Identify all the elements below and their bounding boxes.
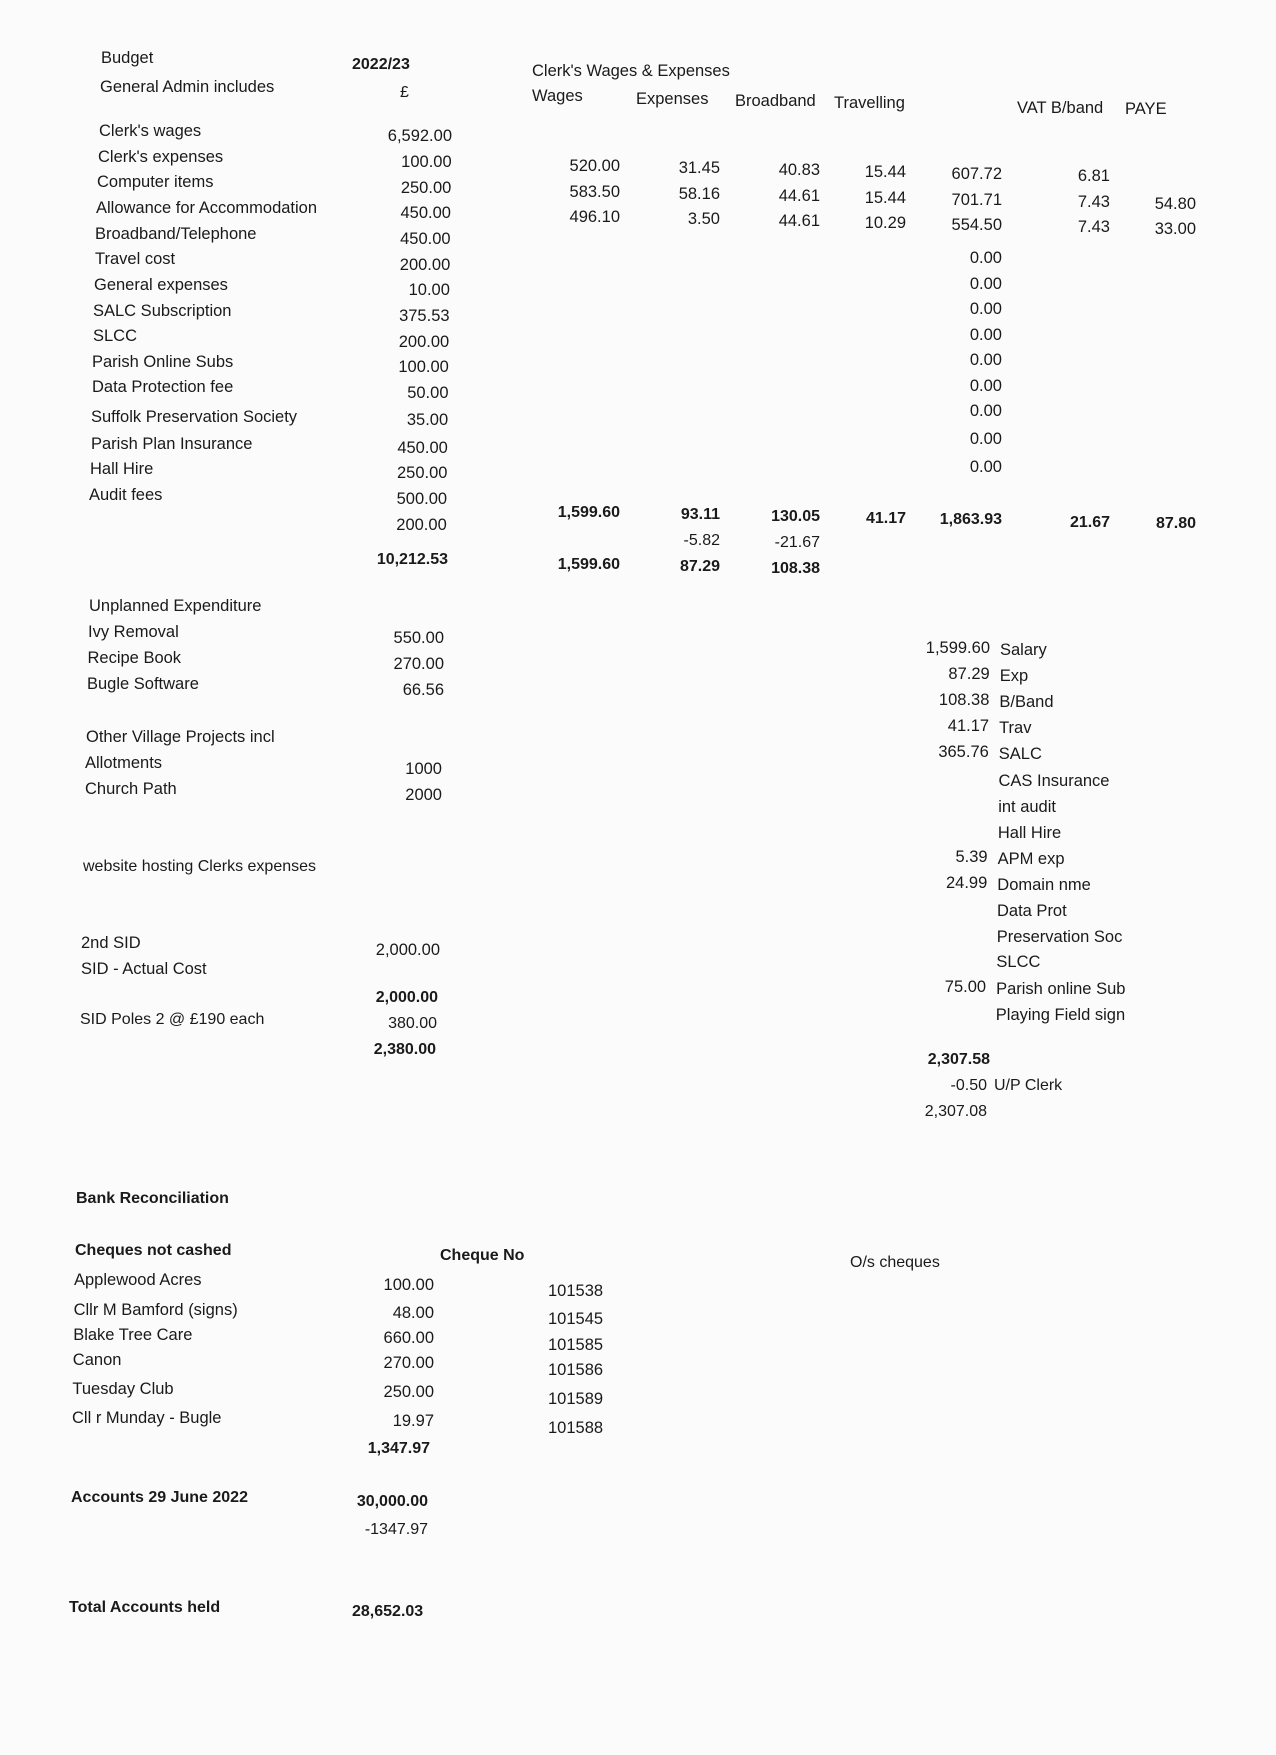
clerk-net-expenses: 87.29	[679, 558, 720, 575]
budget-item-label: Parish Plan Insurance	[91, 435, 253, 453]
cheque-amount: 100.00	[383, 1276, 434, 1294]
clerk-total-broadband: 130.05	[771, 508, 820, 525]
clerk-net-broadband: 108.38	[771, 560, 820, 577]
clerk-title: Clerk's Wages & Expenses	[532, 62, 730, 80]
clerk-header-expenses: Expenses	[636, 90, 709, 108]
clerk-total-wages: 1,599.60	[557, 504, 620, 521]
summary-item-value: 365.76	[938, 743, 989, 761]
budget-item-value: 450.00	[397, 439, 448, 457]
accounts-less: -1347.97	[364, 1521, 428, 1538]
unplanned-item-value: 550.00	[393, 629, 444, 647]
budget-item-label: Audit fees	[89, 486, 163, 504]
budget-item-label: Computer items	[97, 173, 214, 191]
cheque-number: 101588	[548, 1419, 604, 1437]
budget-item-label: Parish Online Subs	[92, 353, 234, 371]
summary-item-label: CAS Insurance	[998, 772, 1110, 790]
budget-item-label: Clerk's wages	[99, 122, 202, 140]
budget-item-label: SALC Subscription	[93, 302, 232, 320]
budget-item-value: 200.00	[398, 333, 450, 351]
unplanned-title: Unplanned Expenditure	[89, 597, 262, 615]
budget-item-label: Hall Hire	[90, 460, 154, 478]
clerk-cell-paye: 54.80	[1154, 195, 1196, 213]
clerk-total-paye: 87.80	[1155, 515, 1196, 532]
clerk-zero-value: 0.00	[969, 430, 1002, 448]
budget-item-label: Travel cost	[95, 250, 176, 268]
sid-poles-value: 380.00	[388, 1015, 437, 1032]
unplanned-item-value: 66.56	[402, 681, 444, 699]
budget-item-value: 500.00	[396, 490, 448, 508]
clerk-net-wages: 1,599.60	[557, 556, 620, 573]
clerk-cell-wages: 520.00	[569, 157, 620, 175]
cheques-title: Cheques not cashed	[75, 1242, 232, 1259]
clerk-cell-travelling: 15.44	[864, 163, 906, 181]
unplanned-item-label: Bugle Software	[87, 675, 199, 693]
cheque-number: 101585	[548, 1336, 604, 1354]
clerk-cell-total: 701.71	[951, 191, 1002, 209]
clerk-zero-value: 0.00	[969, 377, 1002, 395]
cheque-amount: 19.97	[392, 1412, 434, 1430]
clerk-total-vat: 21.67	[1069, 514, 1110, 531]
budget-total: 10,212.53	[376, 551, 448, 568]
summary-item-label: Playing Field sign	[995, 1006, 1126, 1024]
budget-item-value: 6,592.00	[387, 127, 452, 145]
clerk-cell-vat: 7.43	[1077, 193, 1110, 211]
cheque-amount: 270.00	[383, 1354, 434, 1372]
clerk-cell-expenses: 58.16	[678, 185, 720, 203]
sid-total: 2,380.00	[373, 1041, 436, 1058]
clerk-header-travelling: Travelling	[834, 94, 905, 112]
clerk-cell-travelling: 15.44	[864, 189, 906, 207]
summary-final: 2,307.08	[924, 1103, 987, 1120]
clerk-cell-wages: 583.50	[569, 183, 620, 201]
clerk-header-broadband: Broadband	[735, 92, 816, 110]
budget-item-value: 200.00	[399, 256, 451, 274]
unplanned-item-value: 270.00	[393, 655, 444, 673]
budget-currency: £	[400, 84, 409, 101]
project-item-label: Allotments	[85, 754, 163, 772]
budget-item-value: 100.00	[401, 153, 452, 171]
projects-note: website hosting Clerks expenses	[83, 858, 317, 875]
sid-item-value: 2,000.00	[375, 941, 440, 959]
bank-title: Bank Reconciliation	[76, 1190, 229, 1207]
cheque-number: 101538	[548, 1282, 604, 1300]
clerk-zero-value: 0.00	[969, 402, 1002, 420]
clerk-cell-vat: 7.43	[1077, 218, 1110, 236]
clerk-header-vat: VAT B/band	[1017, 99, 1104, 117]
budget-item-value: 200.00	[396, 516, 447, 534]
clerk-adjust-expenses: -5.82	[683, 532, 720, 549]
budget-item-value: 35.00	[406, 411, 449, 429]
clerk-cell-wages: 496.10	[569, 208, 620, 226]
clerk-zero-value: 0.00	[969, 300, 1002, 318]
budget-item-value: 450.00	[400, 230, 451, 248]
cheque-number: 101589	[548, 1390, 604, 1408]
clerk-cell-total: 607.72	[951, 165, 1002, 183]
budget-item-label: Suffolk Preservation Society	[91, 408, 298, 426]
budget-item-label: Clerk's expenses	[98, 148, 224, 166]
project-item-label: Church Path	[85, 780, 177, 798]
summary-item-value: 1,599.60	[925, 639, 990, 657]
summary-item-label: SALC	[998, 745, 1042, 763]
clerk-header-wages: Wages	[532, 87, 583, 105]
summary-item-label: Hall Hire	[997, 824, 1062, 842]
budget-item-label: SLCC	[93, 327, 138, 345]
summary-item-label: int audit	[998, 798, 1056, 816]
cheque-payee: Tuesday Club	[72, 1380, 174, 1398]
summary-adjust-label: U/P Clerk	[994, 1077, 1063, 1094]
cheque-payee: Cll r Munday - Bugle	[72, 1409, 222, 1427]
clerk-adjust-broadband: -21.67	[774, 534, 820, 551]
budget-item-value: 250.00	[396, 464, 448, 482]
cheques-total: 1,347.97	[367, 1440, 430, 1457]
sid-subtotal: 2,000.00	[375, 989, 438, 1006]
sid-item-label: 2nd SID	[81, 934, 141, 952]
summary-item-label: Exp	[999, 667, 1029, 685]
budget-item-label: Broadband/Telephone	[95, 225, 257, 243]
clerk-cell-broadband: 44.61	[778, 212, 820, 230]
clerk-cell-expenses: 3.50	[687, 210, 720, 228]
total-accounts-label: Total Accounts held	[69, 1599, 221, 1616]
budget-title: Budget	[101, 49, 154, 67]
summary-item-value: 87.29	[948, 665, 990, 683]
clerk-total-sum: 1,863.93	[939, 511, 1002, 528]
cheque-number: 101545	[548, 1310, 604, 1328]
summary-item-value: 108.38	[938, 691, 990, 709]
clerk-cell-expenses: 31.45	[678, 159, 720, 177]
clerk-zero-value: 0.00	[969, 351, 1002, 369]
budget-item-value: 250.00	[400, 179, 452, 197]
clerk-zero-value: 0.00	[969, 326, 1002, 344]
project-item-value: 2000	[405, 786, 442, 804]
summary-item-label: Preservation Soc	[996, 928, 1123, 946]
budget-item-value: 375.53	[399, 307, 450, 325]
clerk-header-paye: PAYE	[1125, 100, 1167, 118]
summary-item-label: B/Band	[999, 693, 1054, 711]
cheque-payee: Canon	[72, 1351, 122, 1369]
summary-item-value: 75.00	[944, 978, 987, 996]
summary-item-label: Domain nme	[997, 876, 1091, 894]
summary-item-label: Data Prot	[997, 902, 1067, 920]
unplanned-item-label: Recipe Book	[87, 649, 182, 667]
budget-item-label: Allowance for Accommodation	[96, 199, 318, 217]
sid-poles-label: SID Poles 2 @ £190 each	[80, 1011, 265, 1028]
summary-item-label: Trav	[999, 719, 1032, 737]
cheque-no-header: Cheque No	[440, 1247, 525, 1264]
budget-item-value: 50.00	[407, 384, 449, 402]
cheque-payee: Applewood Acres	[74, 1271, 202, 1289]
project-item-value: 1000	[405, 760, 442, 778]
budget-item-label: Data Protection fee	[92, 378, 234, 396]
clerk-total-expenses: 93.11	[680, 506, 720, 523]
clerk-cell-broadband: 44.61	[778, 187, 820, 205]
cheque-amount: 48.00	[392, 1304, 434, 1322]
clerk-cell-paye: 33.00	[1154, 220, 1196, 238]
budget-item-label: General expenses	[94, 276, 228, 294]
accounts-label: Accounts 29 June 2022	[71, 1489, 248, 1506]
accounts-value: 30,000.00	[356, 1493, 428, 1510]
cheque-payee: Blake Tree Care	[73, 1326, 193, 1344]
clerk-cell-travelling: 10.29	[864, 214, 906, 232]
summary-adjust-value: -0.50	[950, 1077, 987, 1094]
clerk-cell-total: 554.50	[951, 216, 1002, 234]
budget-item-value: 100.00	[398, 358, 449, 376]
cheque-amount: 250.00	[383, 1383, 434, 1401]
clerk-zero-value: 0.00	[969, 275, 1002, 293]
unplanned-item-label: Ivy Removal	[88, 623, 179, 641]
summary-item-value: 5.39	[955, 848, 988, 866]
budget-subtitle: General Admin includes	[100, 78, 275, 96]
summary-item-value: 24.99	[946, 874, 988, 892]
clerk-zero-value: 0.00	[969, 458, 1002, 476]
summary-item-label: Parish online Sub	[996, 980, 1126, 998]
budget-year: 2022/23	[352, 56, 410, 73]
budget-item-value: 10.00	[408, 281, 450, 299]
clerk-cell-vat: 6.81	[1077, 167, 1110, 185]
budget-item-value: 450.00	[400, 204, 451, 222]
sid-item-label: SID - Actual Cost	[81, 960, 207, 978]
cheque-payee: Cllr M Bamford (signs)	[73, 1301, 238, 1319]
summary-item-value: 41.17	[947, 717, 990, 735]
cheque-number: 101586	[548, 1361, 604, 1379]
summary-item-label: APM exp	[997, 850, 1065, 868]
clerk-total-travelling: 41.17	[865, 510, 906, 527]
clerk-cell-broadband: 40.83	[778, 161, 820, 179]
summary-total: 2,307.58	[927, 1051, 990, 1068]
total-accounts-value: 28,652.03	[352, 1603, 424, 1620]
clerk-zero-value: 0.00	[969, 249, 1002, 267]
summary-item-label: Salary	[1000, 641, 1047, 659]
summary-item-label: SLCC	[996, 953, 1041, 971]
os-cheques-label: O/s cheques	[850, 1254, 940, 1271]
cheque-amount: 660.00	[383, 1329, 434, 1347]
projects-title: Other Village Projects incl	[86, 728, 275, 746]
